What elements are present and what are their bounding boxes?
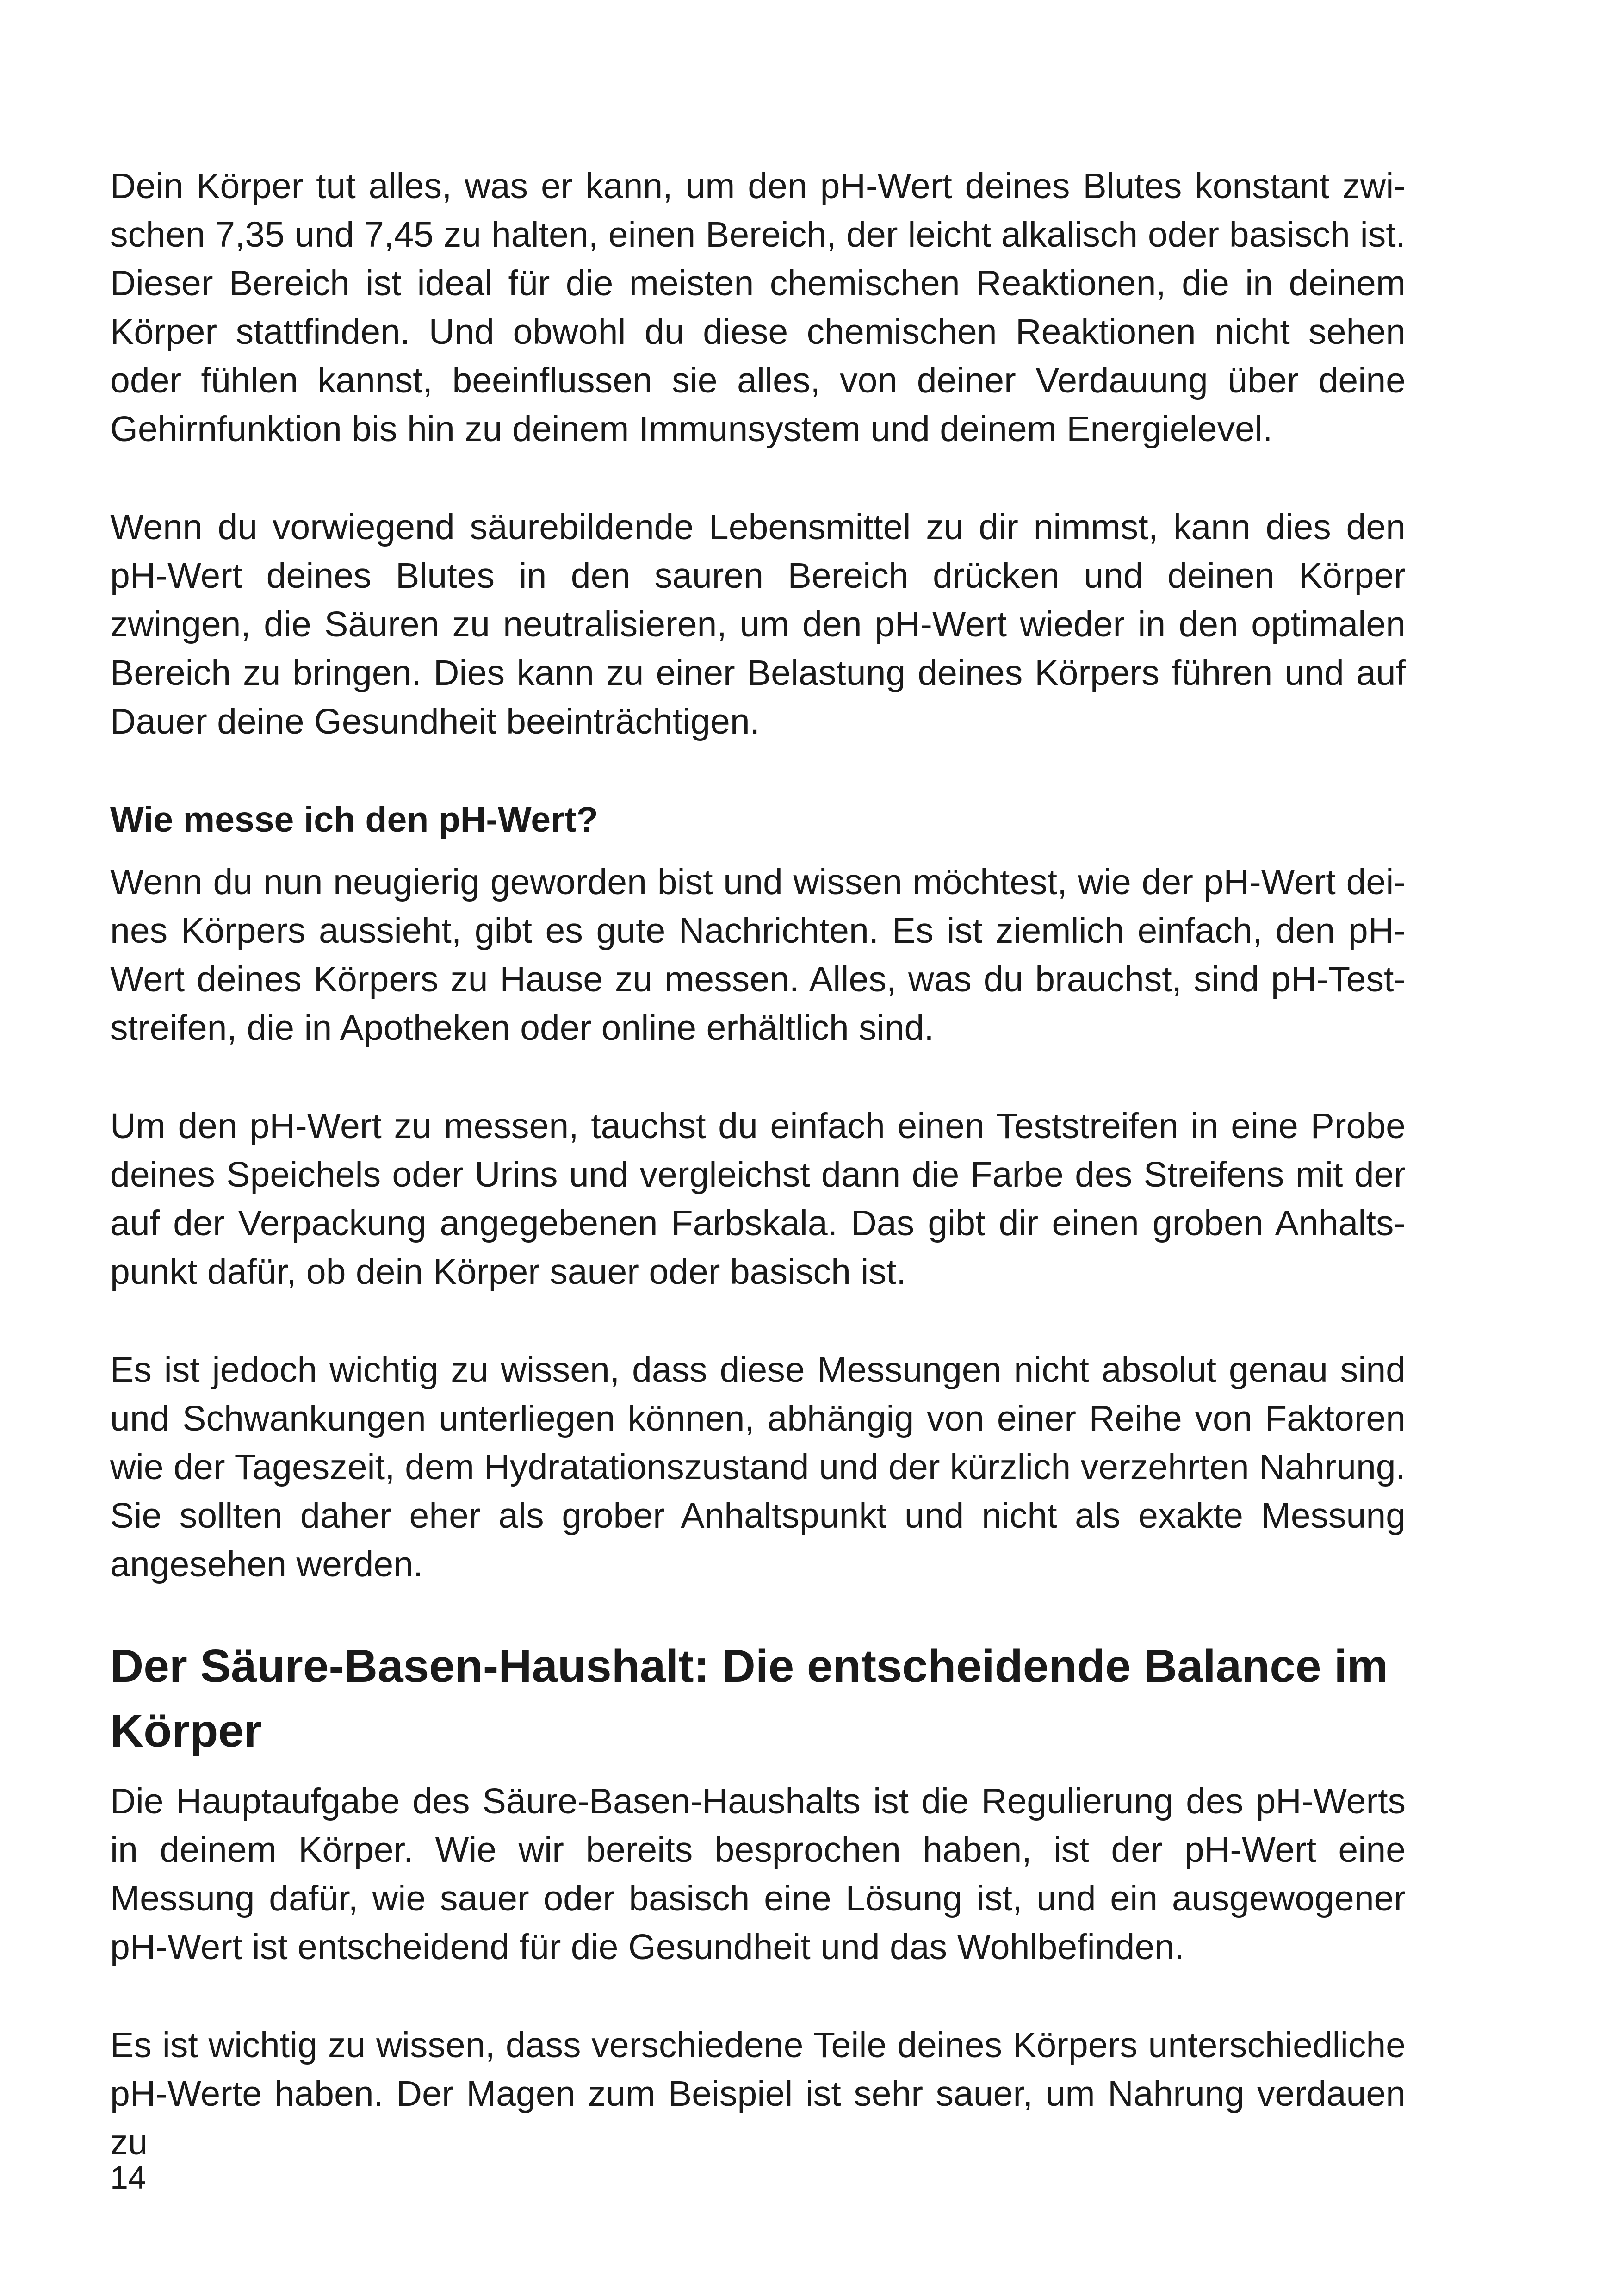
page-number: 14 bbox=[110, 2159, 146, 2196]
paragraph-1: Dein Körper tut alles, was er kann, um den pH-Wert deines Blutes konstant zwischen 7,35 und 7,45 zu halten, einen Bereich, der leicht alkalisch oder basisch ist. Dieser Bereich ist ideal für die meisten chemischen Reaktionen, die in deinem Körper stattfinden. Und obwohl du diese chemischen Reaktionen nicht sehen oder fühlen kannst, beeinflussen sie alles, von deiner Verdauung über deine Gehirnfunktion bis hin zu deinem Immunsystem und deinem Energielevel. bbox=[110, 166, 1406, 449]
paragraph-7: Es ist wichtig zu wissen, dass verschiedene Teile deines Körpers unterschiedliche pH-Werte haben. Der Magen zum Beispiel ist sehr sauer, um Nahrung verdauen zu bbox=[110, 2025, 1406, 2162]
paragraph-6: Die Hauptaufgabe des Säure-Basen-Haushalts ist die Regulierung des pH-Werts in deinem Körper. Wie wir bereits besprochen haben, ist der pH-Wert eine Messung dafür, wie sauer oder basisch eine Lösung ist, und ein ausgewogener pH-Wert ist entscheidend für die Gesundheit und das Wohlbefinden. bbox=[110, 1781, 1406, 1967]
paragraph-3: Wenn du nun neugierig geworden bist und wissen möchtest, wie der pH-Wert deines Körpers aussieht, gibt es gute Nachrichten. Es ist ziemlich einfach, den pH-Wert deines Körpers zu Hause zu messen. Alles, was du brauchst, sind pH-Teststreifen, die in Apotheken oder online erhältlich sind. bbox=[110, 862, 1406, 1048]
section-heading: Der Säure-Basen-Haushalt: Die entscheidende Balance im Körper bbox=[110, 1640, 1389, 1757]
paragraph-5: Es ist jedoch wichtig zu wissen, dass diese Messungen nicht absolut genau sind und Schwankungen unterliegen können, abhängig von einer Reihe von Faktoren wie der Tageszeit, dem Hydratationszustand und der kürzlich verzehrten Nahrung. Sie sollten daher eher als grober Anhaltspunkt und nicht als exakte Messung angesehen werden. bbox=[110, 1350, 1406, 1584]
paragraph-4: Um den pH-Wert zu messen, tauchst du einfach einen Teststreifen in eine Probe deines Speichels oder Urins und vergleichst dann die Farbe des Streifens mit der auf der Verpackung angegebenen Farbskala. Das gibt dir einen groben Anhaltspunkt dafür, ob dein Körper sauer oder basisch ist. bbox=[110, 1106, 1406, 1292]
subheading: Wie messe ich den pH-Wert? bbox=[110, 800, 598, 840]
page-body bbox=[110, 162, 1406, 2216]
paragraph-2: Wenn du vorwiegend säurebildende Lebensmittel zu dir nimmst, kann dies den pH-Wert deines Blutes in den sauren Bereich drücken und deinen Körper zwingen, die Säuren zu neutralisieren, um den pH-Wert wieder in den optimalen Bereich zu bringen. Dies kann zu einer Belastung deines Körpers führen und auf Dauer deine Gesundheit beeinträchtigen. bbox=[110, 507, 1406, 741]
